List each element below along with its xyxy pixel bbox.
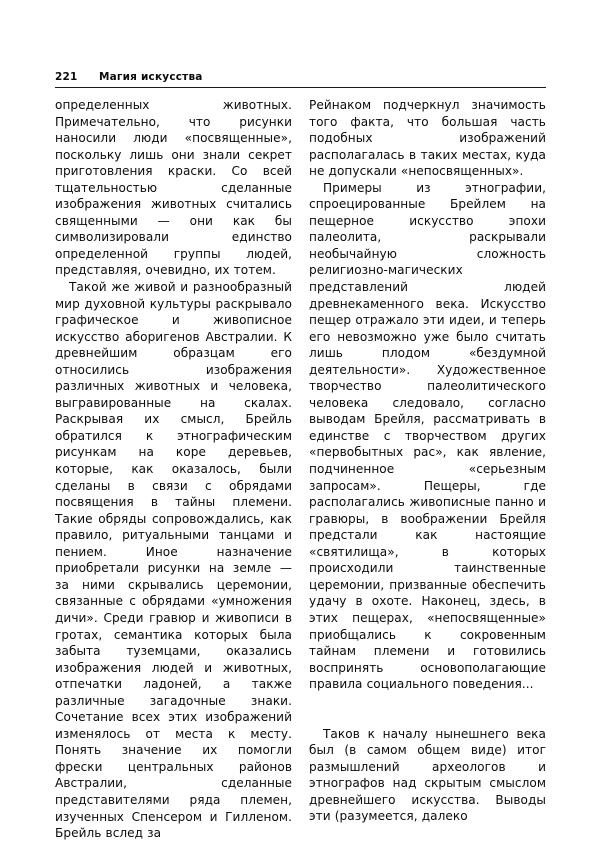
- left-column: [55, 97, 292, 841]
- paragraph: Такой же живой и разнообразный мир духовной культуры раскрывало графическое и живописное искусство аборигенов Австралии. К древнейшим образцам его относились изображения различных животных и человека, выгравированные на скалах. Раскрывая их смысл, Брейль обратился к этнографическим рисункам на коре деревьев, которые, как оказалось, были сделаны в связи с обрядами посвящения в тайны племени. Такие обряды сопровождались, как правило, ритуальными танцами и пением. Иное назначение приобретали рисунки на земле — за ними скрывались церемонии, связанные с обрядами «умножения дичи». Среди гравюр и живописи в гротах, семантика которых была забыта туземцами, оказались изображения людей и животных, отпечатки ладоней, а также различные загадочные знаки. Сочетание всех этих изображений изменялось от места к месту. Понять значение их помогли фрески центральных районов Австралии, сделанные представителями ряда племен, изученных Спенсером и Гилленом. Брейль вслед за: [55, 280, 292, 841]
- page-number: 221: [55, 71, 78, 83]
- right-column: [309, 97, 546, 824]
- paragraph: Примеры из этнографии, спроецированные Брейлем на пещерное искусство эпохи палеолита, раскрывали необычайную сложность религиозно-магических представлений людей древнекаменного века. Искусство пещер отражало эти идеи, и теперь его невозможно уже было считать лишь плодом «бездумной деятельности». Художественное творчество палеолитического человека следовало, согласно выводам Брейля, рассматривать в единстве с творчеством других «первобытных рас», как явление, подчиненное «серьезным запросам». Пещеры, где располагались живописные панно и гравюры, в воображении Брейля предстали как настоящие «святилища», в которых происходили таинственные церемонии, призванные обеспечить удачу в охоте. Наконец, здесь, в этих пещерах, «непосвященные» приобщались к сокровенным тайнам племени и готовились воспринять основополагающие правила социального поведения...: [309, 180, 546, 692]
- paragraph: Рейнаком подчеркнул значимость того факта, что большая часть подобных изображений располагалась в таких местах, куда не допускали «непосвященных».: [309, 98, 546, 179]
- running-head-title: Магия искусства: [99, 71, 203, 83]
- paragraph: Таков к началу нынешнего века был (в самом общем виде) итог размышлений археологов и этнографов над скрытым смыслом древнейшего искусства. Выводы эти (разумеется, далеко: [309, 726, 546, 824]
- paragraph: определенных животных. Примечательно, что рисунки наносили люди «посвященные», поскольку лишь они знали секрет приготовления краски. Со всей тщательностью сделанные изображения животных считались священными — они как бы символизировали единство определенной группы людей, представляя, очевидно, их тотем.: [55, 98, 292, 278]
- paragraph-spacer: [309, 693, 546, 726]
- text-body: [55, 97, 546, 841]
- header-divider-rule: [55, 87, 546, 88]
- running-head: [55, 71, 545, 85]
